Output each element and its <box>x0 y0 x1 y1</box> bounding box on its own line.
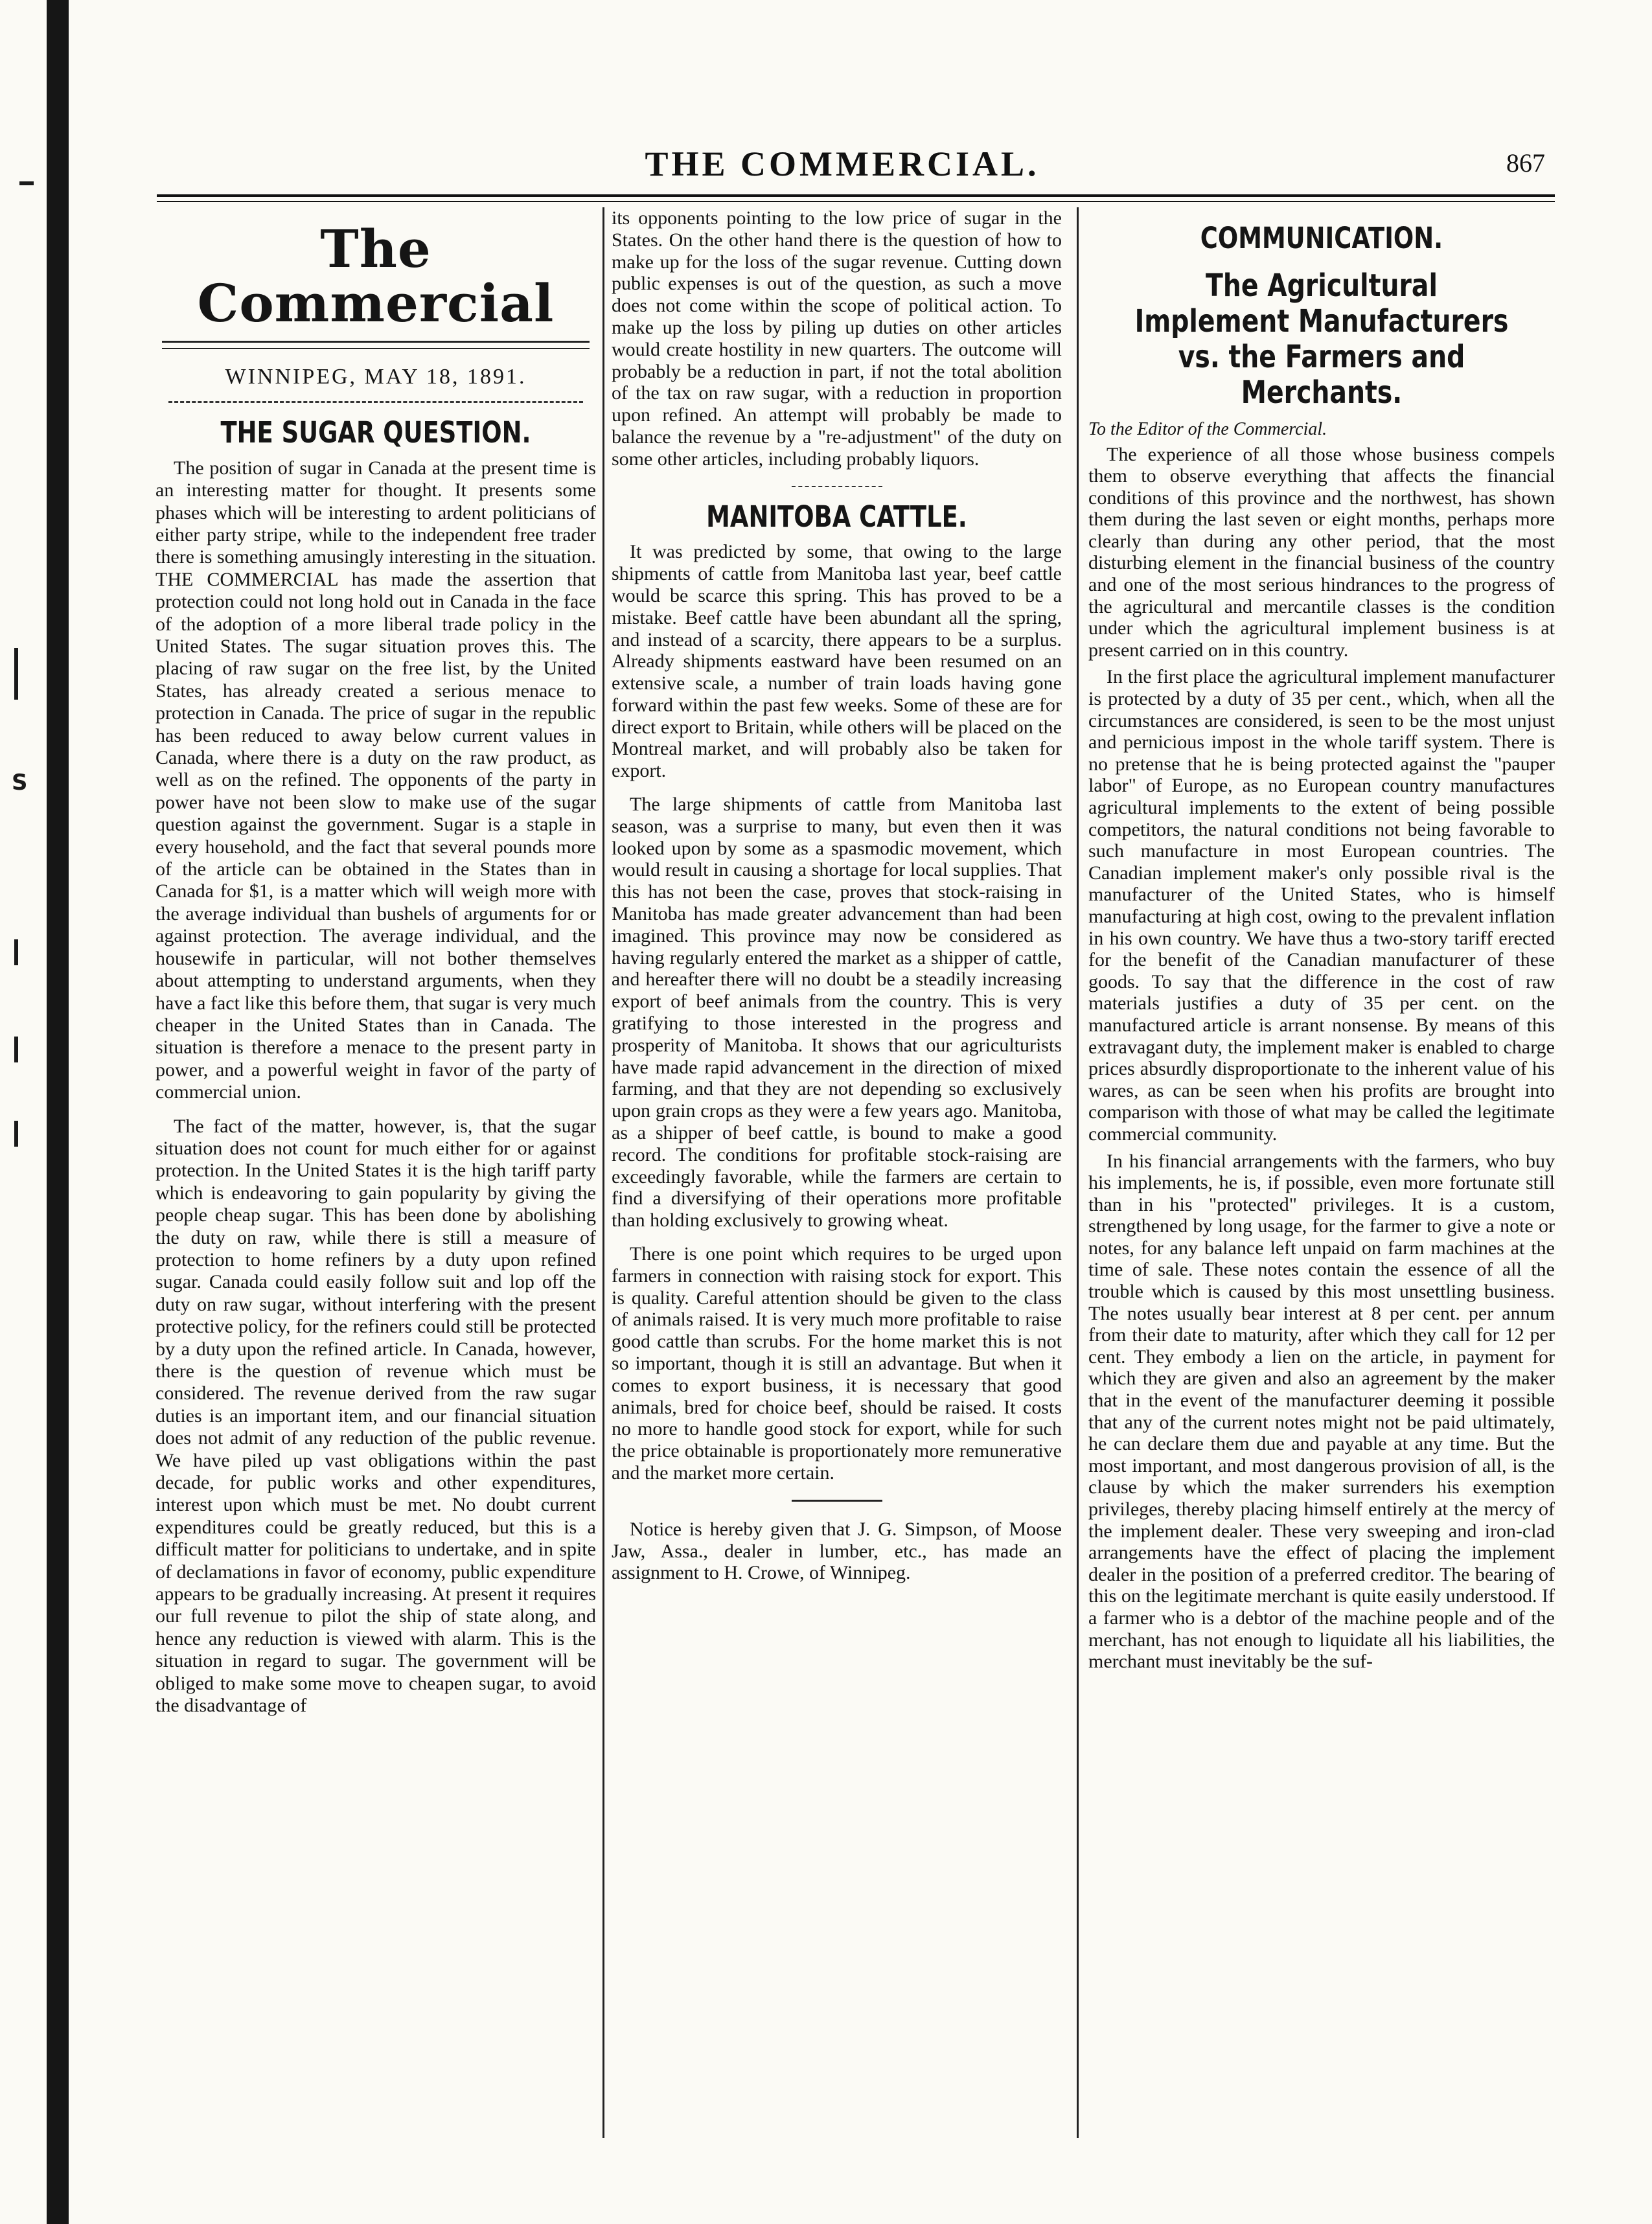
binding-mark <box>14 1037 18 1062</box>
column-1 <box>155 207 596 1717</box>
column-3 <box>1088 207 1555 1673</box>
masthead: The Commercial <box>197 218 555 334</box>
continued-paragraph: its opponents pointing to the low price of sugar in the States. On the other hand there is the question of how to make up for the loss of the sugar revenue. Cutting down public expenses is out of the question, as such a move does not come within the scope of political action. To make up the loss by piling up duties on other articles would create hostility in new quarters. The outcome will probably be a reduction in part, if not the total abolition of the tax on raw sugar, with a reduction in proportion upon refined. An attempt will probably be made to balance the revenue by a "re-adjustment" of the duty on some other articles, including probably liquors. <box>612 207 1062 470</box>
column-rule <box>602 207 604 2138</box>
section-divider <box>792 486 882 487</box>
article-title-cattle: MANITOBA CATTLE. <box>706 499 967 534</box>
dateline-rule <box>168 401 583 403</box>
header-rule <box>157 201 1555 202</box>
column-rule <box>1077 207 1079 2138</box>
masthead-rule <box>162 341 590 349</box>
salutation: To the Editor of the Commercial. <box>1088 418 1327 439</box>
spine-letter: S <box>12 770 28 796</box>
binding-mark <box>19 181 34 185</box>
paragraph-gap <box>1088 1145 1555 1151</box>
running-head: THE COMMERCIAL. <box>645 144 1040 183</box>
article-paragraph: The experience of all those whose business compels them to observe everything that affects the financial conditions of this province and the northwest, has shown them during the last seven or eight months, perhaps more clearly than during any other period, that the most disturbing element in the financial business of the country and one of the most serious hindrances to the progress of the agricultural and mercantile classes is the condition under which the agricultural implement business is at present carried on in this country. <box>1088 443 1555 661</box>
article-paragraph: The position of sugar in Canada at the present time is an interesting matter for thought. It presents some phases which will be interesting to ardent politicians of either party stripe, while to the independent free trader there is something amusingly interesting in the situation. THE COMMERCIAL has made the assertion that protection could not long hold out in Canada in the face of the adoption of a more liberal trade policy in the United States. The sugar situation proves this. The placing of raw sugar on the free list, by the United States, has already created a serious menace to protection in Canada. The price of sugar in the republic has been reduced to away below current values in Canada, where there is a duty on the raw product, as well as on the refined. The opponents of the party in power have not been slow to make use of the sugar question against the government. Sugar is a staple in every household, and the fact that several pounds more of the article can be obtained in the States than in Canada for $1, is a matter which will weigh more with the average individual than bushels of arguments for or against protection. The average individual, and the housewife in particular, will not bother themselves about attempting to understand arguments, when they have a fact like this before them, that sugar is very much cheaper in the United States than in Canada. The situation is therefore a menace to the present party in power, and a powerful weight in favor of the party of commercial union. <box>155 457 596 1103</box>
binding-edge <box>47 0 69 2224</box>
article-paragraph: There is one point which requires to be urged upon farmers in connection with raising stock for export. This is quality. Careful attention should be given to the class of animals raised. It is very much more profitable to raise good cattle than scrubs. For the home market this is not so important, though it is still an advantage. But when it comes to export business, it is necessary that good animals, bred for choice beef, should be raised. It costs no more to handle good stock for export, while for such the price obtainable is proportionately more remunerative and the market more certain. <box>612 1243 1062 1484</box>
paragraph-gap <box>1088 661 1555 666</box>
binding-mark <box>14 939 18 965</box>
article-paragraph: In the first place the agricultural implement manufacturer is protected by a duty of 35 per cent., which, when all the circumstances are considered, is seen to be the most unjust and pernicious impost in the whole tariff system. There is no pretense that he is being protected against the "pauper labor" of Europe, as no European country manufactures agricultural implements to the extent of being possible competitors, the natural conditions not being favorable to such manufacture in most European countries. The Canadian implement maker's only possible rival is the manufacturer of the United States, who is himself manufacturing at high cost, owing to the prevalent inflation in his own country. We have thus a two-story tariff erected for the benefit of the Canadian manufacturer of these goods. To say that the difference in the cost of raw materials justifies a duty of 35 per cent. on the manufactured article is arrant nonsense. By means of this extravagant duty, the implement maker is enabled to charge prices absurdly disproportionate to the inherent value of his wares, as can be seen when his profits are brought into comparison with those of what may be called the legitimate commercial community. <box>1088 666 1555 1145</box>
notice-paragraph: Notice is hereby given that J. G. Simpson, of Moose Jaw, Assa., dealer in lumber, etc., has made an assignment to H. Crowe, of Winnipeg. <box>612 1518 1062 1584</box>
article-paragraph: The fact of the matter, however, is, that the sugar situation does not count for much either for or against protection. In the United States it is the high tariff party which is endeavoring to gain popularity by giving the people cheap sugar. This has been done by abolishing the duty on raw, while there is still a measure of protection to home refiners by a duty upon refined sugar. Canada could easily follow suit and lop off the duty on raw sugar, without interfering with the present protective policy, for the refiners could still be protected by a duty upon the refined article. In Canada, however, there is the question of revenue which must be considered. The revenue derived from the raw sugar duties is an important item, and our financial situation does not admit of any reduction of the public revenue. We have piled up vast obligations within the past decade, for public works and other expenditures, interest upon which must be met. No doubt current expenditures could be greatly reduced, but this is a difficult matter for politicians to undertake, and in spite of declamations in favor of economy, public expenditure appears to be gradually increasing. At present it requires our full revenue to pilot the ship of state along, and hence any reduction is viewed with alarm. This is the situation in regard to sugar. The government will be obliged to make some move to cheapen sugar, to avoid the disadvantage of <box>155 1115 596 1717</box>
article-title-sugar: THE SUGAR QUESTION. <box>220 415 531 450</box>
column-2 <box>612 207 1062 1584</box>
paragraph-gap <box>612 1232 1062 1243</box>
article-paragraph: It was predicted by some, that owing to the large shipments of cattle from Manitoba last year, beef cattle would be scarce this spring. This has proved to be a mistake. Beef cattle have been abundant all the spring, and instead of a scarcity, there appears to be a surplus. Already shipments eastward have been resumed on an extensive scale, a number of train loads having gone forward within the past few weeks. Some of these are for direct export to Britain, while others will be placed on the Montreal market, and will probably also be taken for export. <box>612 541 1062 782</box>
dateline: WINNIPEG, MAY 18, 1891. <box>225 365 527 389</box>
article-paragraph: In his financial arrangements with the farmers, who buy his implements, he is, if possible, even more fortunate still than in his "protected" privileges. It is a custom, strengthened by long usage, for the farmer to give a note or notes, for any balance left unpaid on farm machines at the time of sale. These notes contain the essence of all the trouble which is caused by this most unsettling business. The notes usually bear interest at 8 per cent. per annum from their date to maturity, after which they call for 12 per cent. They embody a lien on the article, in payment for which they are given and also an agreement by the maker that in the event of the manufacturer deeming it possible that any of the current notes might not be paid ultimately, he can declare them due and payable at any time. But the most important, and most dangerous provision of all, is the clause by which the maker surrenders his exemption privileges, thereby placing himself entirely at the mercy of the implement dealer. These very sweeping and iron-clad arrangements have the effect of placing the implement dealer in the position of a preferred creditor. The bearing of this on the legitimate merchant is quite easily understood. If a farmer who is a debtor of the machine people and of the merchant, has not enough to liquidate all his liabilities, the merchant must inevitably be the suf- <box>1088 1150 1555 1673</box>
article-title-implements: The Agricultural Implement Manufacturers vs. the Farmers and Merchants. <box>1134 267 1509 411</box>
paragraph-gap <box>155 1104 596 1116</box>
header-rule <box>157 194 1555 197</box>
paragraph-gap <box>612 1507 1062 1519</box>
page-number: 867 <box>1506 148 1545 178</box>
section-heading-communication: COMMUNICATION. <box>1200 221 1443 255</box>
binding-mark <box>14 1121 18 1147</box>
binding-mark <box>14 648 18 700</box>
paragraph-gap <box>612 782 1062 794</box>
article-paragraph: The large shipments of cattle from Manitoba last season, was a surprise to many, but even then it was looked upon by some as a spasmodic movement, which would result in causing a shortage for local supplies. That this has not been the case, proves that stock-raising in Manitoba has made greater advancement than had been imagined. This province may now be considered as having regularly entered the market as a shipper of cattle, and hereafter there will no doubt be a steadily increasing export of beef animals from the country. This is very gratifying to those interested in the progress and prosperity of Manitoba. It shows that our agriculturists have made rapid advancement in the direction of mixed farming, and that they are not depending so exclusively upon grain crops as they were a few years ago. Manitoba, as a shipper of beef cattle, is bound to make a good record. The conditions for profitable stock-raising are exceedingly favorable, while the farmers are certain to find a diversifying of their operations more profitable than holding exclusively to growing wheat. <box>612 794 1062 1232</box>
section-divider <box>792 1500 882 1502</box>
